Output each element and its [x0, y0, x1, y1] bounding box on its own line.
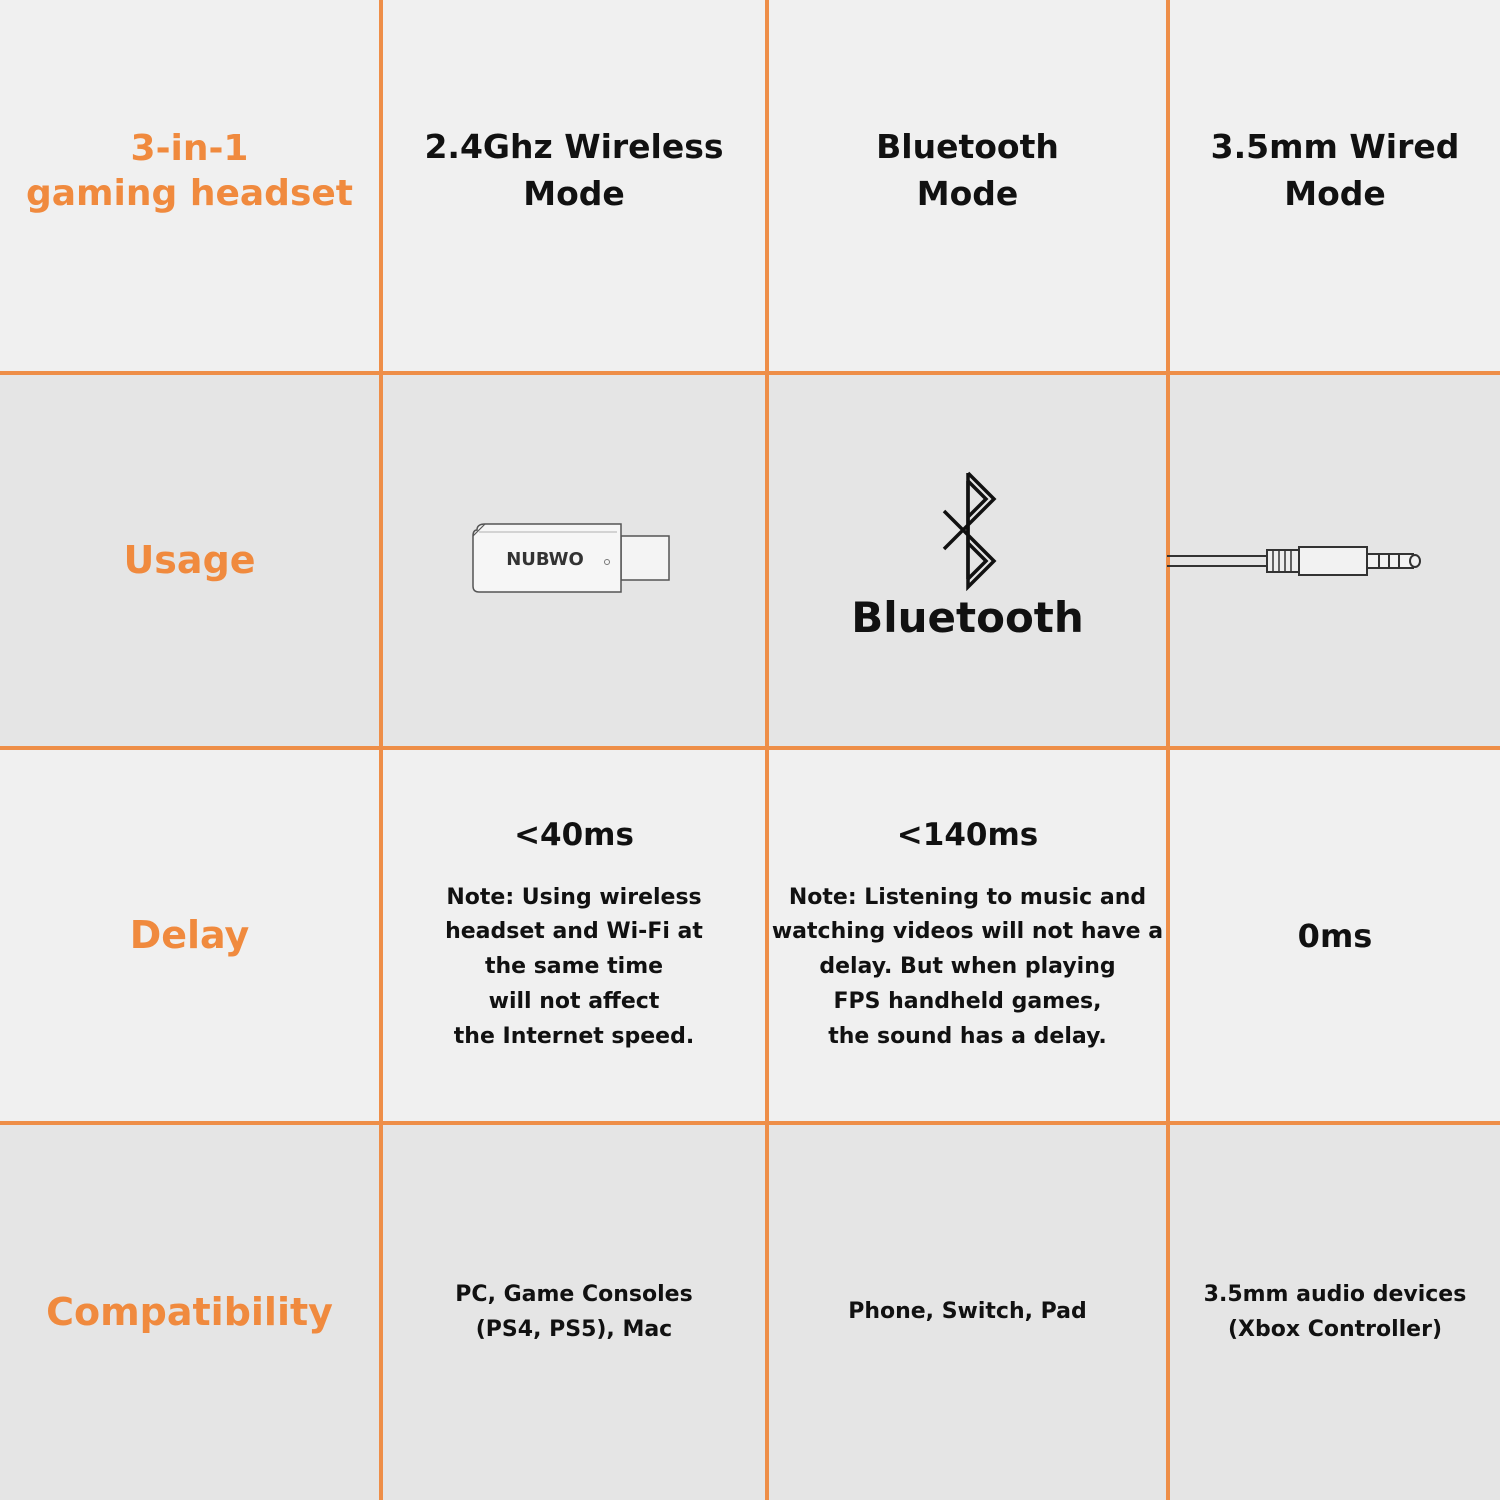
- compatibility-label: Compatibility: [46, 1289, 333, 1334]
- compat-wireless-cell: [383, 1125, 769, 1500]
- header-bluetooth-line-2: Mode: [916, 173, 1019, 213]
- delay-label-cell: [0, 750, 383, 1125]
- usage-bluetooth-cell: [769, 375, 1170, 750]
- title-line-2: gaming headset: [25, 172, 353, 214]
- delay-wireless-cell: [383, 750, 769, 1125]
- usb-dongle-icon: [469, 520, 679, 602]
- delay-wireless-value: <40ms: [514, 816, 634, 853]
- compat-label-cell: [0, 1125, 383, 1500]
- delay-label: Delay: [129, 912, 250, 957]
- header-wired-cell: [1170, 0, 1500, 375]
- compat-bluetooth-text: Phone, Switch, Pad: [848, 1299, 1087, 1325]
- header-bluetooth: [876, 124, 1059, 216]
- header-wired-line-2: Mode: [1284, 173, 1386, 213]
- audio-jack-icon: [1167, 541, 1497, 581]
- usage-label-cell: [0, 375, 383, 750]
- delay-bluetooth-note: Note: Listening to music and watching videos will not have a delay. But when playing FPS handheld games, the sound has a delay.: [771, 884, 1164, 1049]
- header-wired-line-1: 3.5mm Wired: [1210, 127, 1460, 167]
- compat-wired-text: 3.5mm audio devices (Xbox Controller): [1203, 1281, 1467, 1342]
- title-line-1: 3-in-1: [130, 127, 249, 169]
- compat-wireless-text: PC, Game Consoles (PS4, PS5), Mac: [455, 1281, 693, 1342]
- header-title-cell: [0, 0, 383, 375]
- bluetooth-icon: [936, 469, 1000, 591]
- delay-wireless-note: Note: Using wireless headset and Wi-Fi at the same time will not affect the Internet speed.: [445, 884, 703, 1049]
- header-wireless: [424, 124, 723, 216]
- compat-wired-cell: [1170, 1125, 1500, 1500]
- header-bluetooth-cell: [769, 0, 1170, 375]
- delay-bluetooth-cell: [769, 750, 1170, 1125]
- bluetooth-word: Bluetooth: [851, 593, 1084, 642]
- dongle-brand-text: NUBWO: [506, 548, 584, 570]
- table-title: [26, 126, 353, 216]
- usage-wired-cell: [1170, 375, 1500, 750]
- header-bluetooth-line-1: Bluetooth: [876, 127, 1059, 167]
- header-wireless-cell: [383, 0, 769, 375]
- header-wired: [1211, 124, 1460, 216]
- compat-bluetooth-cell: [769, 1125, 1170, 1500]
- usage-label: Usage: [123, 537, 256, 582]
- delay-wired-value: 0ms: [1297, 916, 1373, 955]
- usage-wireless-cell: [383, 375, 769, 750]
- header-wireless-line-1: 2.4Ghz Wireless: [424, 127, 724, 167]
- delay-bluetooth-value: <140ms: [896, 816, 1039, 853]
- header-wireless-line-2: Mode: [523, 173, 625, 213]
- delay-wired-cell: [1170, 750, 1500, 1125]
